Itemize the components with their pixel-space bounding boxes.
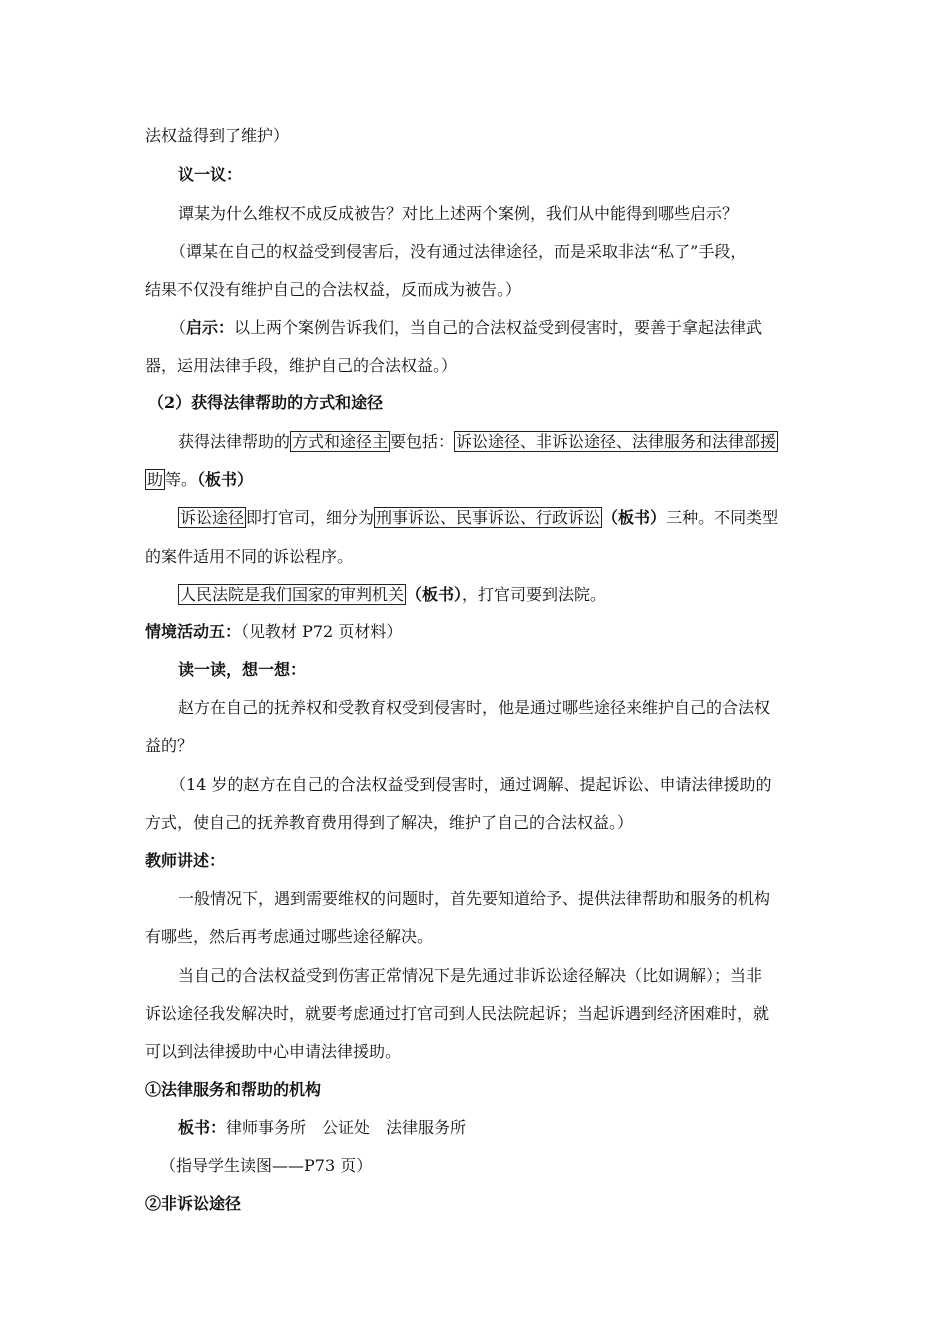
question-text: 谭某为什么维权不成反成被告？对比上述两个案例，我们从中能得到哪些启示？ [178,204,739,223]
heading-teacher-narration: 教师讲述： [145,851,226,870]
activity-five [145,622,402,642]
board-label: 板书： [178,1118,227,1137]
board-note: （板书） [406,585,463,604]
boxed-term: 人民法院是我们国家的审判机关 [180,585,405,604]
insight-text-cont: 器，运用法律手段，维护自己的合法权益。） [145,356,458,375]
litigation-paragraph [178,508,778,528]
insight-label: 启示： [186,318,235,337]
answer-text-cont: 结果不仅没有维护自己的合法权益，反而成为被告。） [145,280,522,299]
text-span: ，打官司要到法院。 [462,585,607,604]
boxed-term: 助 [147,470,164,489]
boxed-term: 诉讼途径、非诉讼途径、法律服务和法律部援 [456,432,777,451]
subheading-institutions: ①法律服务和帮助的机构 [145,1080,322,1099]
reading-guide-note: （指导学生读图——P73 页） [160,1156,373,1175]
activity-note: （见教材 P72 页材料） [241,622,403,641]
paren-open: （ [170,318,187,337]
text-line: 法权益得到了维护） [145,126,290,145]
boxed-term: 刑事诉讼、民事诉讼、行政诉讼 [376,508,601,527]
boxed-term: 诉讼途径 [180,508,245,527]
board-note: （板书） [602,508,667,527]
narration-text-cont: 可以到法律援助中心申请法律援助。 [145,1042,402,1061]
narration-text-cont: 诉讼途径我发解决时，就要考虑通过打官司到人民法院起诉；当起诉遇到经济困难时，就 [145,1004,770,1023]
insight-text: 以上两个案例告诉我们，当自己的合法权益受到侵害时，要善于拿起法律武 [234,318,763,337]
narration-text: 一般情况下，遇到需要维权的问题时，首先要知道给予、提供法律帮助和服务的机构 [178,889,771,908]
answer-text-cont: 方式，使自己的抚养教育费用得到了解决，维护了自己的合法权益。） [145,813,634,832]
court-paragraph [178,585,606,605]
text-span: 等。 [165,470,198,489]
question-text: 赵方在自己的抚养权和受教育权受到侵害时，他是通过哪些途径来维护自己的合法权 [178,698,771,717]
heading-read-think: 读一读，想一想： [178,660,307,679]
narration-text-cont: 有哪些，然后再考虑通过哪些途径解决。 [145,927,434,946]
text-span: 获得法律帮助的 [178,432,291,451]
question-text-cont: 益的？ [145,736,194,755]
heading-discuss: 议一议： [178,165,243,184]
narration-text: 当自己的合法权益受到伤害正常情况下是先通过非诉讼途径解决（比如调解）；当非 [178,966,763,985]
board-note: （板书） [197,470,254,489]
litigation-cont: 的案件适用不同的诉讼程序。 [145,547,354,566]
text-span: 要包括： [390,432,455,451]
answer-text: （14 岁的赵方在自己的合法权益受到侵害时，通过调解、提起诉讼、申请法律援助的 [170,775,772,794]
text-span: 即打官司，细分为 [246,508,375,527]
board-items: 律师事务所 公证处 法律服务所 [226,1118,467,1137]
insight-paragraph [170,318,762,338]
legal-help-paragraph [178,432,778,452]
text-span: 三种。不同类型 [666,508,779,527]
answer-text: （谭某在自己的权益受到侵害后，没有通过法律途径，而是采取非法“私了”手段， [170,242,747,261]
section-heading-2: （2）获得法律帮助的方式和途径 [148,393,384,412]
subheading-non-litigation: ②非诉讼途径 [145,1194,242,1213]
legal-help-cont [145,470,253,490]
activity-label: 情境活动五： [145,622,242,641]
board-institutions [178,1118,466,1138]
boxed-term: 方式和途径主 [292,432,389,451]
